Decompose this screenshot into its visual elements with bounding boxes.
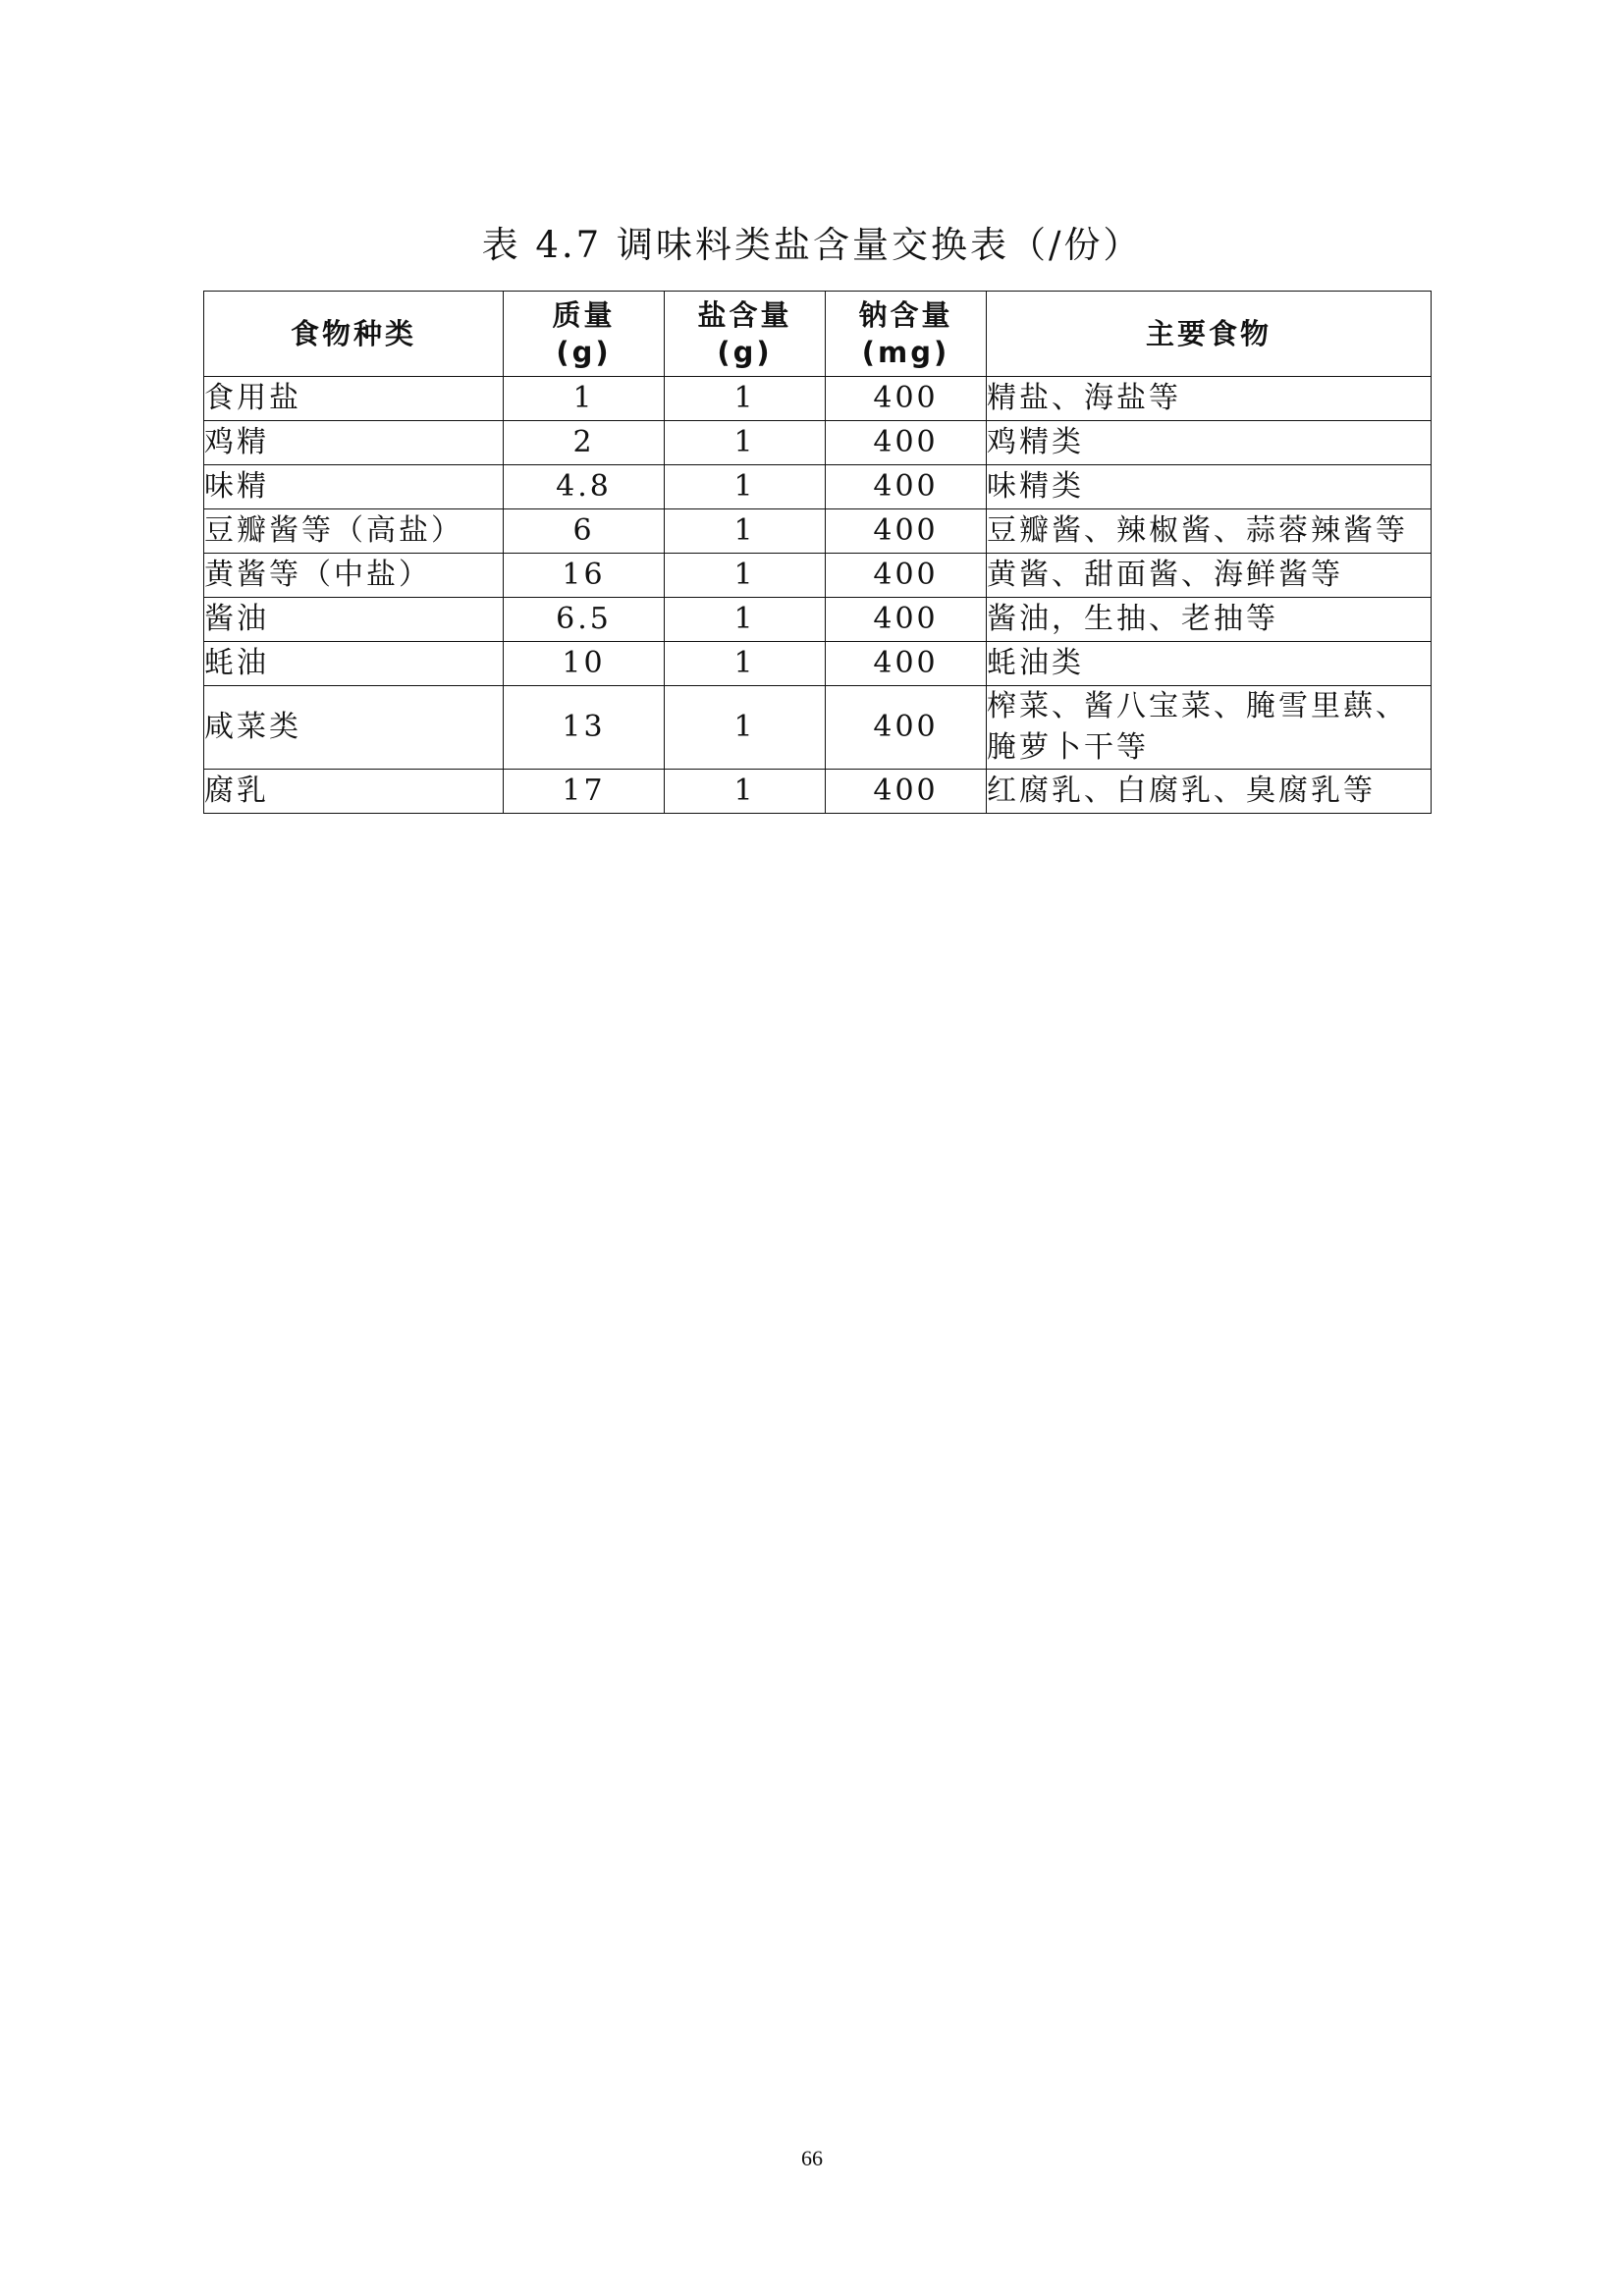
cell-foods: 精盐、海盐等	[987, 377, 1432, 421]
table-row	[204, 554, 1432, 598]
table-row	[204, 377, 1432, 421]
cell-salt: 1	[665, 509, 826, 554]
cell-category: 鸡精	[204, 421, 504, 465]
cell-salt: 1	[665, 465, 826, 509]
cell-sodium: 400	[826, 554, 987, 598]
header-unit: (g)	[717, 336, 773, 369]
header-label: 食物种类	[290, 317, 416, 350]
cell-salt: 1	[665, 598, 826, 642]
header-label: 主要食物	[1145, 317, 1272, 350]
cell-sodium: 400	[826, 642, 987, 686]
header-salt-content	[665, 292, 826, 377]
cell-category: 黄酱等（中盐）	[204, 554, 504, 598]
cell-category: 食用盐	[204, 377, 504, 421]
table-title: 表 4.7 调味料类盐含量交换表（/份）	[481, 224, 1143, 266]
cell-sodium: 400	[826, 598, 987, 642]
header-unit: (g)	[556, 336, 612, 369]
header-mass	[504, 292, 665, 377]
table-row	[204, 598, 1432, 642]
cell-foods: 味精类	[987, 465, 1432, 509]
header-label: 钠含量	[858, 298, 953, 332]
cell-mass: 17	[504, 770, 665, 814]
cell-category: 味精	[204, 465, 504, 509]
cell-foods: 蚝油类	[987, 642, 1432, 686]
table-row	[204, 770, 1432, 814]
table-row	[204, 421, 1432, 465]
header-main-foods	[987, 292, 1432, 377]
cell-salt: 1	[665, 554, 826, 598]
header-sodium-content	[826, 292, 987, 377]
cell-salt: 1	[665, 377, 826, 421]
cell-sodium: 400	[826, 465, 987, 509]
cell-sodium: 400	[826, 770, 987, 814]
cell-sodium: 400	[826, 377, 987, 421]
cell-mass: 6	[504, 509, 665, 554]
table-row	[204, 642, 1432, 686]
cell-mass: 13	[504, 686, 665, 770]
header-label: 质量	[552, 298, 616, 332]
cell-foods: 榨菜、酱八宝菜、腌雪里蕻、腌萝卜干等	[987, 686, 1432, 770]
cell-mass: 6.5	[504, 598, 665, 642]
cell-category: 腐乳	[204, 770, 504, 814]
header-food-category	[204, 292, 504, 377]
salt-exchange-table	[203, 291, 1432, 814]
cell-salt: 1	[665, 642, 826, 686]
cell-sodium: 400	[826, 421, 987, 465]
cell-category: 酱油	[204, 598, 504, 642]
cell-salt: 1	[665, 686, 826, 770]
cell-sodium: 400	[826, 509, 987, 554]
cell-mass: 16	[504, 554, 665, 598]
table-header-row	[204, 292, 1432, 377]
cell-mass: 4.8	[504, 465, 665, 509]
cell-salt: 1	[665, 770, 826, 814]
cell-foods: 黄酱、甜面酱、海鲜酱等	[987, 554, 1432, 598]
cell-category: 豆瓣酱等（高盐）	[204, 509, 504, 554]
table-row	[204, 509, 1432, 554]
header-label: 盐含量	[697, 298, 792, 332]
table-row	[204, 465, 1432, 509]
cell-foods: 豆瓣酱、辣椒酱、蒜蓉辣酱等	[987, 509, 1432, 554]
cell-sodium: 400	[826, 686, 987, 770]
cell-category: 咸菜类	[204, 686, 504, 770]
cell-mass: 1	[504, 377, 665, 421]
cell-foods: 红腐乳、白腐乳、臭腐乳等	[987, 770, 1432, 814]
header-unit: (mg)	[861, 336, 950, 369]
cell-mass: 10	[504, 642, 665, 686]
cell-foods: 鸡精类	[987, 421, 1432, 465]
page-number: 66	[801, 2146, 823, 2170]
cell-foods: 酱油，生抽、老抽等	[987, 598, 1432, 642]
cell-category: 蚝油	[204, 642, 504, 686]
table-row	[204, 686, 1432, 770]
cell-mass: 2	[504, 421, 665, 465]
cell-salt: 1	[665, 421, 826, 465]
